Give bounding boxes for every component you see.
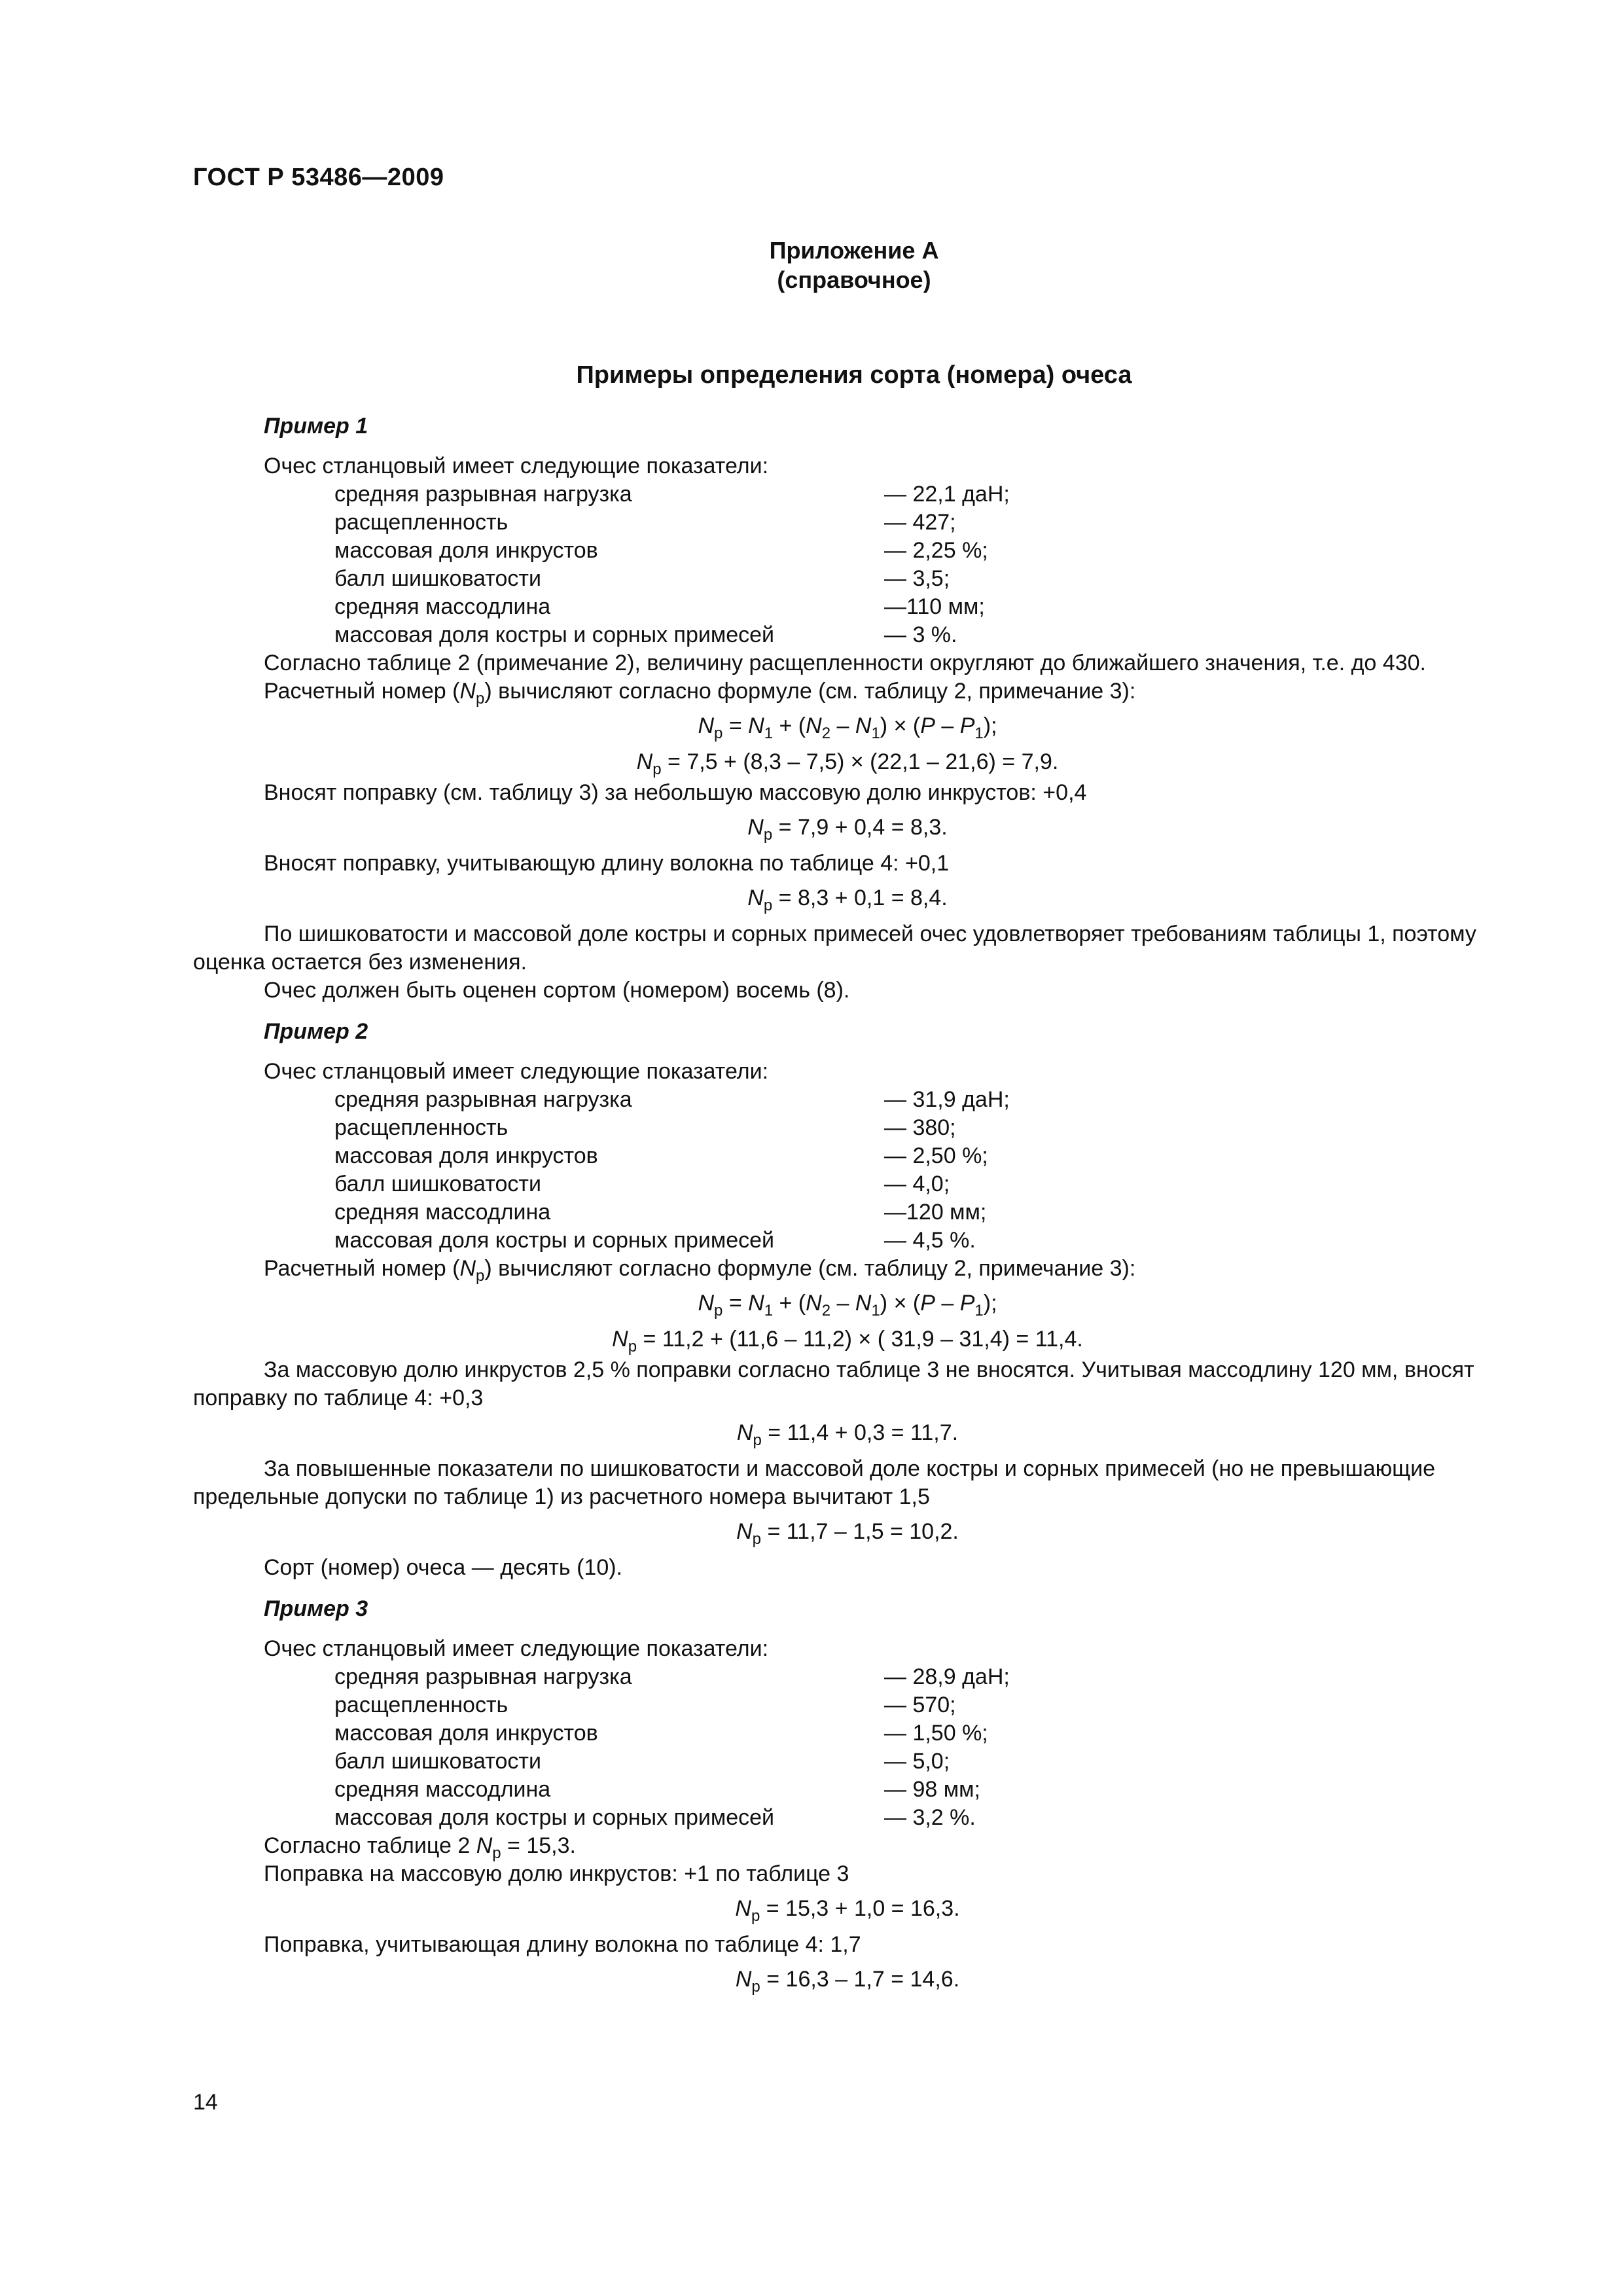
content bbox=[193, 412, 1502, 2001]
metric-row bbox=[334, 621, 1502, 649]
metric-value: — 380; bbox=[884, 1115, 956, 1140]
metric-name: средняя массодлина bbox=[334, 1200, 551, 1225]
metric-value: — 22,1 даН; bbox=[884, 482, 1010, 507]
metric-row bbox=[334, 1691, 1502, 1719]
metric-row bbox=[334, 537, 1502, 565]
metric-row bbox=[334, 1114, 1502, 1142]
metric-row bbox=[334, 1227, 1502, 1255]
example-2-correction-1: За массовую долю инкрустов 2,5 % поправки согласно таблице 3 не вносятся. Учитывая массодлину 120 мм, вносят поправку по таблице 4: +0,3 bbox=[193, 1357, 1474, 1410]
metric-name: массовая доля костры и сорных примесей bbox=[334, 622, 775, 647]
metric-name: средняя разрывная нагрузка bbox=[334, 1087, 632, 1112]
metric-row bbox=[334, 1748, 1502, 1776]
metric-row bbox=[334, 1142, 1502, 1170]
example-2-title: Пример 2 bbox=[264, 1019, 368, 1044]
example-1-result: Очес должен быть оценен сортом (номером) восемь (8). bbox=[264, 978, 850, 1003]
appendix-type: (справочное) bbox=[777, 266, 931, 293]
example-1-title: Пример 1 bbox=[264, 414, 368, 439]
example-3-formula-2: $N_р = 16,3 - 1,7 = 14,6$. bbox=[735, 1967, 960, 1996]
metric-name: средняя массодлина bbox=[334, 594, 551, 619]
appendix-label: Приложение А bbox=[769, 237, 939, 264]
metric-name: расщепленность bbox=[334, 1693, 508, 1717]
example-1-formula-1: $N_р = 7,5 + (8,3 - 7,5) \times (22,1 - 21,6) = 7,9$. bbox=[636, 749, 1059, 778]
metric-row bbox=[334, 1663, 1502, 1691]
example-1-correction-1: Вносят поправку (см. таблицу 3) за небольшую массовую долю инкрустов: +0,4 bbox=[264, 780, 1087, 805]
metric-value: — 31,9 даН; bbox=[884, 1087, 1010, 1112]
metric-row bbox=[334, 1170, 1502, 1198]
metric-row bbox=[334, 1719, 1502, 1748]
example-3-correction-2: Поправка, учитывающая длину волокна по таблице 4: 1,7 bbox=[264, 1932, 861, 1957]
metric-value: — 28,9 даН; bbox=[884, 1664, 1010, 1689]
metric-name: средняя разрывная нагрузка bbox=[334, 482, 632, 507]
example-1-general-formula: $N_р = N_1 + (N_2 - N_1) \times (P - P_1)$; bbox=[698, 713, 997, 742]
metric-name: средняя массодлина bbox=[334, 1777, 551, 1802]
metric-row bbox=[334, 1804, 1502, 1832]
metric-value: — 2,50 %; bbox=[884, 1143, 988, 1168]
example-2-calc-intro: Расчетный номер $(N_р)$ вычисляют согласно формуле (см. таблицу 2, примечание 3): bbox=[264, 1256, 1136, 1285]
example-1-formula-3: $N_р = 8,3 + 0,1 = 8,4$. bbox=[747, 886, 948, 914]
example-1-metrics bbox=[334, 480, 1502, 649]
metric-value: — 4,0; bbox=[884, 1172, 950, 1196]
metric-name: средняя разрывная нагрузка bbox=[334, 1664, 632, 1689]
metric-name: массовая доля инкрустов bbox=[334, 1721, 598, 1746]
example-2-result: Сорт (номер) очеса — десять (10). bbox=[264, 1555, 623, 1580]
example-2-formula-3: $N_р = 11,7 - 1,5 = 10,2$. bbox=[736, 1519, 959, 1548]
metric-name: балл шишковатости bbox=[334, 1749, 541, 1774]
example-2-formula-2: $N_р = 11,4 + 0,3 = 11,7$. bbox=[736, 1420, 959, 1449]
example-1-intro: Очес стланцовый имеет следующие показатели: bbox=[264, 454, 769, 478]
metric-name: балл шишковатости bbox=[334, 566, 541, 591]
metric-name: расщепленность bbox=[334, 1115, 508, 1140]
example-3-correction-1: Поправка на массовую долю инкрустов: +1 по таблице 3 bbox=[264, 1861, 849, 1886]
metric-value: — 5,0; bbox=[884, 1749, 950, 1774]
metric-name: массовая доля инкрустов bbox=[334, 538, 598, 563]
metric-name: массовая доля костры и сорных примесей bbox=[334, 1228, 775, 1253]
metric-value: —110 мм; bbox=[884, 594, 985, 619]
example-2-formula-1: $N_р = 11,2 + (11,6 - 11,2)$ × ( 31,9 – 31,4) = 11,4. bbox=[612, 1327, 1083, 1355]
metric-name: массовая доля инкрустов bbox=[334, 1143, 598, 1168]
metric-value: — 2,25 %; bbox=[884, 538, 988, 563]
example-2-metrics bbox=[334, 1086, 1502, 1255]
example-3-title: Пример 3 bbox=[264, 1596, 368, 1621]
metric-name: балл шишковатости bbox=[334, 1172, 541, 1196]
example-3-table2: Согласно таблице 2 $N_р = 15,3$. bbox=[264, 1833, 576, 1862]
metric-value: — 4,5 %. bbox=[884, 1228, 976, 1253]
metric-value: — 570; bbox=[884, 1693, 956, 1717]
metric-row bbox=[334, 565, 1502, 593]
example-1-calc-intro: Расчетный номер $(N_р)$ вычисляют согласно формуле (см. таблицу 2, примечание 3): bbox=[264, 679, 1136, 708]
example-2-intro: Очес стланцовый имеет следующие показатели: bbox=[264, 1059, 769, 1084]
example-2-correction-2: За повышенные показатели по шишковатости и массовой доле костры и сорных примесей (но не превышающие предельные допуски по таблице 1) из расчетного номера вычитают 1,5 bbox=[193, 1456, 1436, 1509]
metric-row bbox=[334, 509, 1502, 537]
example-2-general-formula: $N_р = N_1 + (N_2 - N_1) \times (P - P_1)$; bbox=[698, 1291, 997, 1319]
metric-value: — 3 %. bbox=[884, 622, 957, 647]
metric-row bbox=[334, 1198, 1502, 1227]
metric-row bbox=[334, 1086, 1502, 1114]
metric-name: массовая доля костры и сорных примесей bbox=[334, 1805, 775, 1830]
example-1-table2-note: Согласно таблице 2 (примечание 2), величину расщепленности округляют до ближайшего значения, т.е. до 430. bbox=[264, 651, 1426, 675]
example-3-intro: Очес стланцовый имеет следующие показатели: bbox=[264, 1636, 769, 1661]
metric-value: — 427; bbox=[884, 510, 956, 535]
page-number: 14 bbox=[193, 2090, 218, 2115]
metric-name: расщепленность bbox=[334, 510, 508, 535]
metric-value: — 1,50 %; bbox=[884, 1721, 988, 1746]
metric-value: —120 мм; bbox=[884, 1200, 987, 1225]
example-3-metrics bbox=[334, 1663, 1502, 1832]
metric-row bbox=[334, 480, 1502, 509]
document-code: ГОСТ Р 53486—2009 bbox=[193, 164, 444, 191]
metric-value: — 3,5; bbox=[884, 566, 950, 591]
metric-value: — 3,2 %. bbox=[884, 1805, 976, 1830]
section-title: Примеры определения сорта (номера) очеса bbox=[576, 361, 1132, 389]
example-1-formula-2: $N_р = 7,9 + 0,4 = 8,3$. bbox=[747, 815, 948, 844]
metric-row bbox=[334, 1776, 1502, 1804]
example-1-conclusion: По шишковатости и массовой доле костры и сорных примесей очес удовлетворяет требованиям таблицы 1, поэтому оценка остается без изменения. bbox=[193, 922, 1476, 975]
metric-value: — 98 мм; bbox=[884, 1777, 980, 1802]
example-1-correction-2: Вносят поправку, учитывающую длину волокна по таблице 4: +0,1 bbox=[264, 851, 950, 876]
example-3-formula-1: $N_р = 15,3 + 1,0 = 16,3$. bbox=[735, 1896, 960, 1925]
metric-row bbox=[334, 593, 1502, 621]
